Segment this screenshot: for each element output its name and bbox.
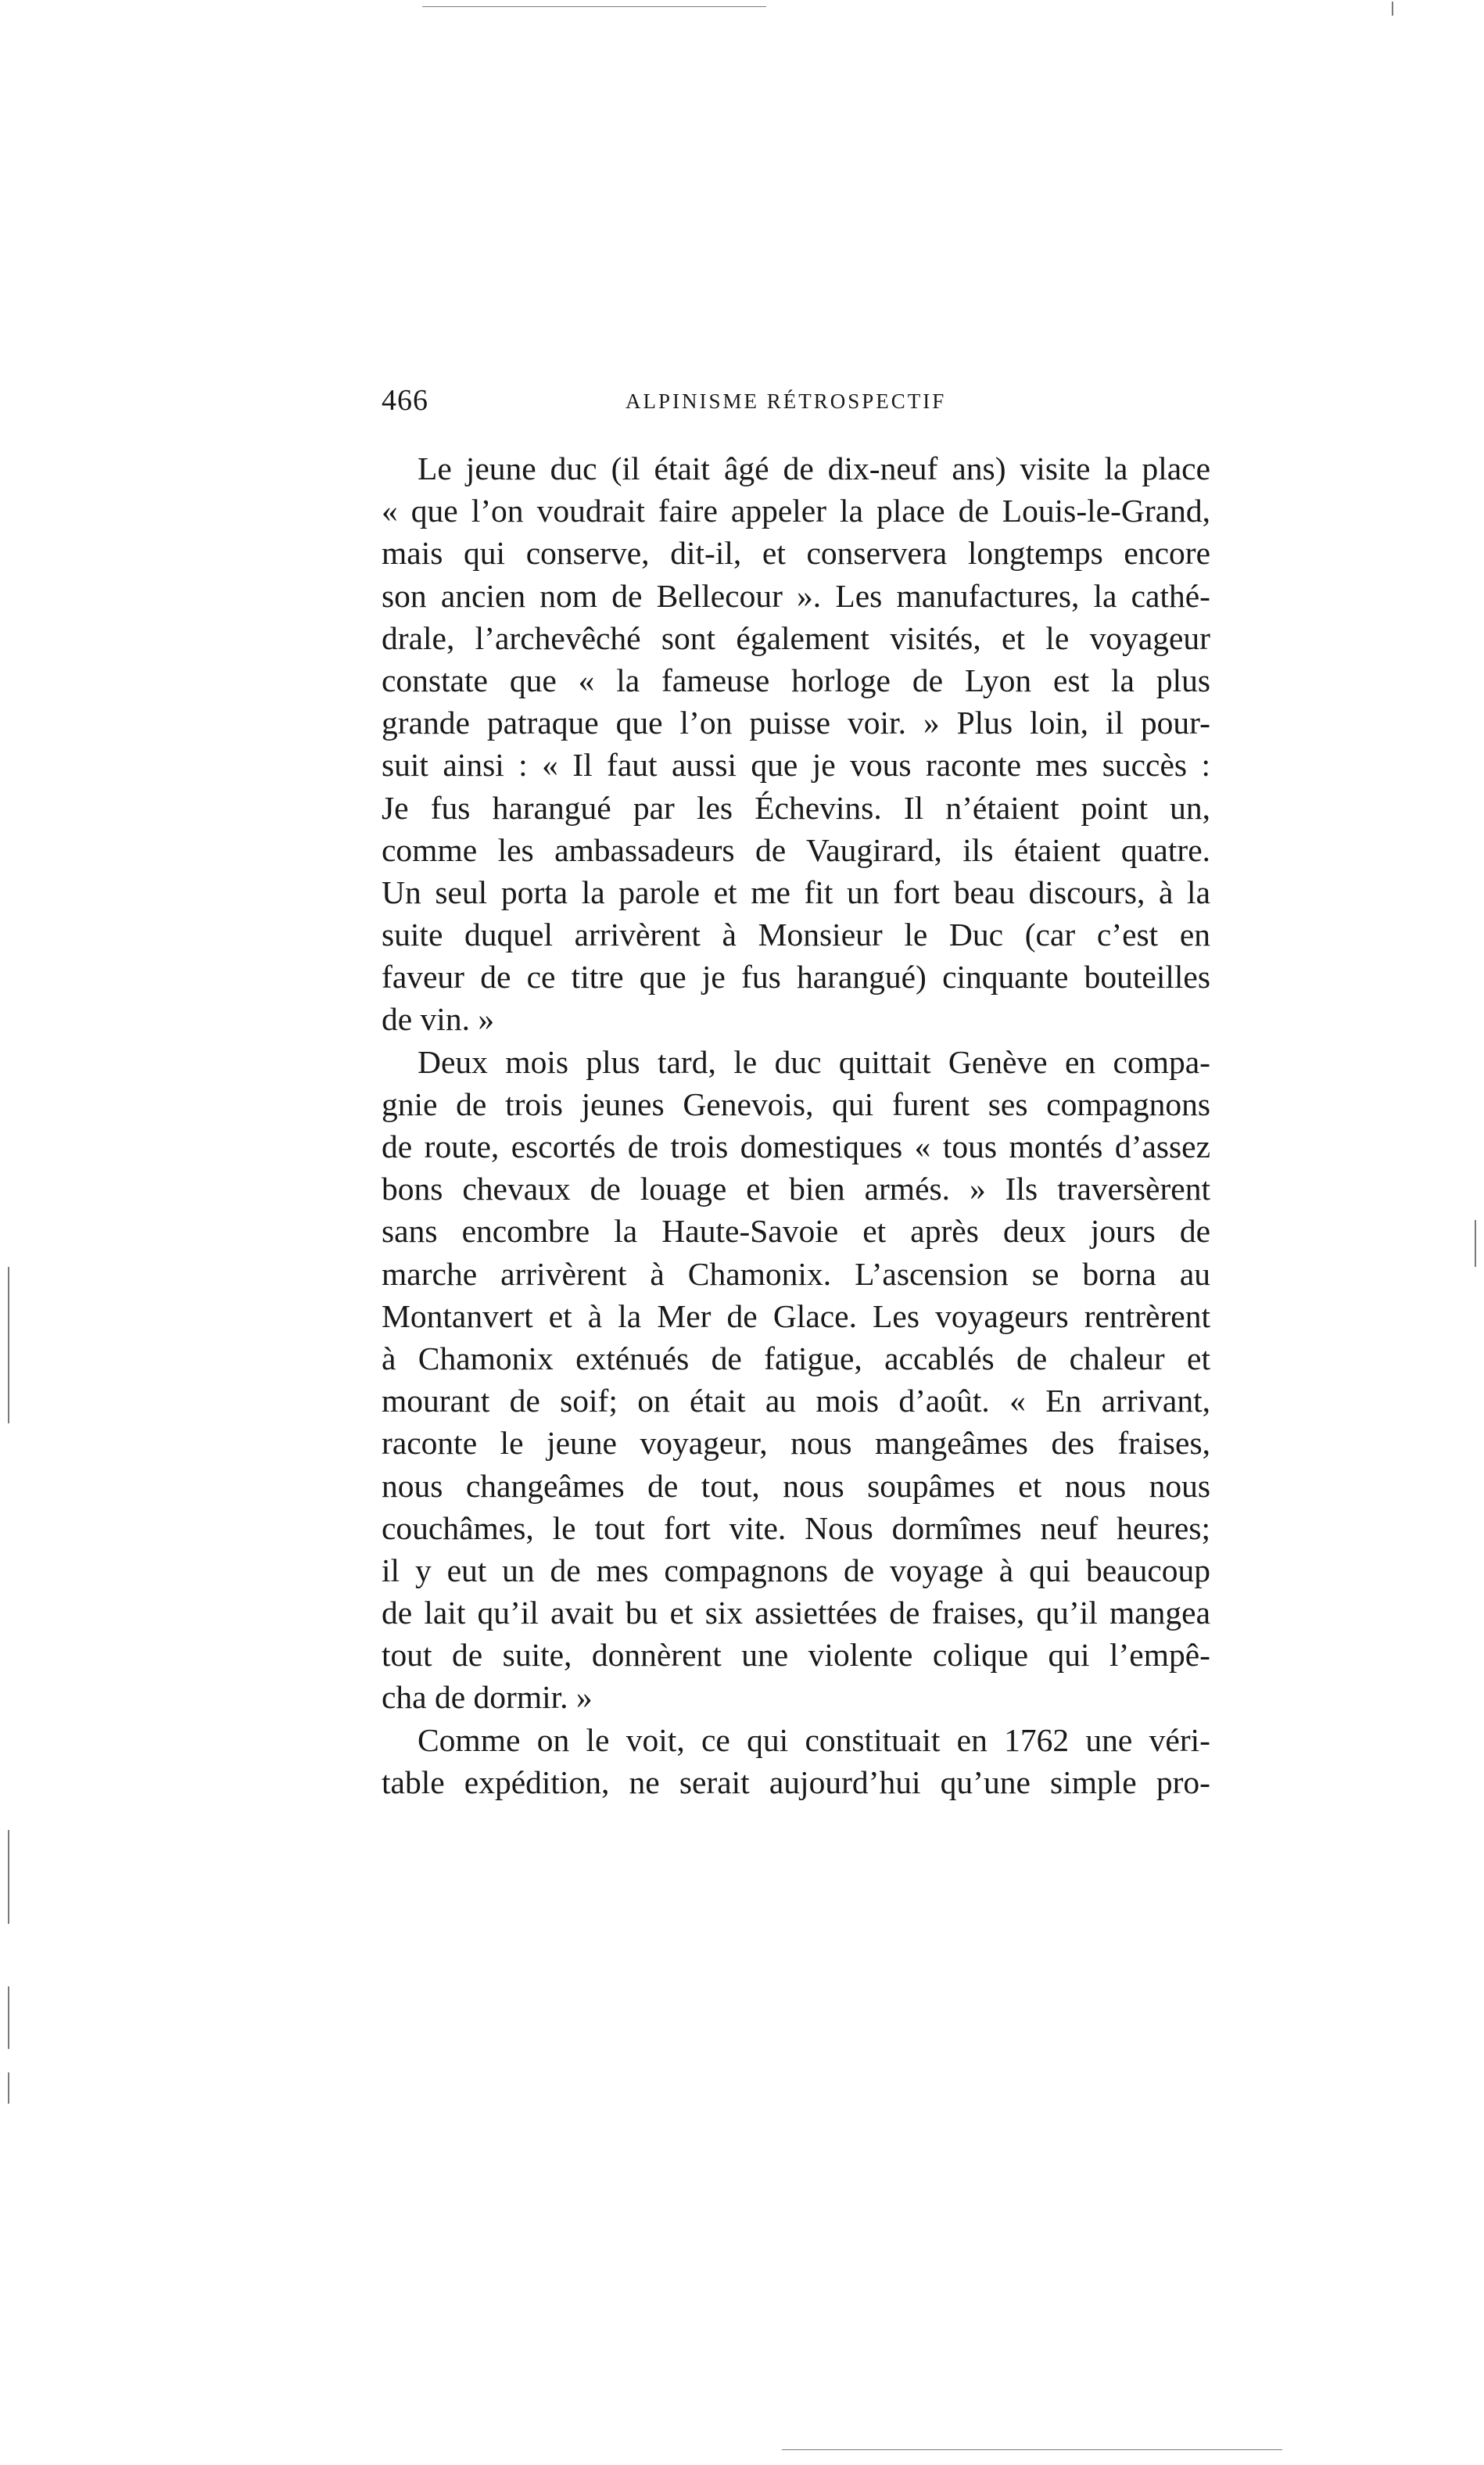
text-line: suit ainsi : « Il faut aussi que je vous raconte mes succès : [382,747,1210,784]
text-line: « que l’on voudrait faire appeler la place de Louis-le-Grand, [382,493,1210,529]
paragraph-2 [382,1041,1210,1719]
page-body [382,447,1210,1803]
scan-artifact-left-3 [8,1986,9,2049]
text-line: de route, escortés de trois domestiques « tous montés d’assez [382,1128,1210,1164]
text-line: grande patraque que l’on puisse voir. » Plus loin, il pour- [382,705,1210,741]
text-line: raconte le jeune voyageur, nous mangeâmes des fraises, [382,1425,1210,1462]
text-line: constate que « la fameuse horloge de Lyon est la plus [382,662,1210,698]
text-line: de lait qu’il avait bu et six assiettées de fraises, qu’il mangea [382,1595,1210,1631]
text-line: nous changeâmes de tout, nous soupâmes et nous nous [382,1467,1210,1504]
scan-artifact-top [422,6,766,7]
text-line: à Chamonix exténués de fatigue, accablés de chaleur et [382,1340,1210,1376]
scan-artifact-left-2 [8,1830,9,1924]
text-line: table expédition, ne serait aujourd’hui qu’une simple pro- [382,1764,1210,1800]
text-line: drale, l’archevêché sont également visités, et le voyageur [382,619,1210,656]
text-line: Comme on le voit, ce qui constituait en 1762 une véri- [418,1721,1210,1758]
paragraph-1 [382,447,1210,1041]
scan-artifact-bottom [782,2449,1282,2450]
text-line: Deux mois plus tard, le duc quittait Genève en compa- [418,1043,1210,1080]
text-line: couchâmes, le tout fort vite. Nous dormîmes neuf heures; [382,1509,1210,1546]
text-line: mourant de soif; on était au mois d’août. « En arrivant, [382,1383,1210,1419]
text-line: suite duquel arrivèrent à Monsieur le Duc (car c’est en [382,917,1210,953]
text-line: bons chevaux de louage et bien armés. » Ils traversèrent [382,1171,1210,1207]
text-line: marche arrivèrent à Chamonix. L’ascension se borna au [382,1255,1210,1292]
text-line: Un seul porta la parole et me fit un fort beau discours, à la [382,874,1210,910]
text-line: de vin. » [382,1001,495,1038]
text-line: mais qui conserve, dit-il, et conservera longtemps encore [382,535,1210,572]
text-line: faveur de ce titre que je fus harangué) cinquante bouteilles [382,959,1210,996]
text-line: il y eut un de mes compagnons de voyage à qui beaucoup [382,1552,1210,1588]
running-title: ALPINISME RÉTROSPECTIF [626,389,947,413]
scan-artifact-left-4 [8,2072,9,2104]
text-line: Le jeune duc (il était âgé de dix-neuf ans) visite la place [418,450,1210,486]
page-number: 466 [382,384,428,417]
text-line: sans encombre la Haute-Savoie et après deux jours de [382,1213,1210,1250]
text-line: comme les ambassadeurs de Vaugirard, ils étaient quatre. [382,831,1210,868]
paragraph-3 [382,1719,1210,1803]
page-header [382,383,1218,422]
text-line: son ancien nom de Bellecour ». Les manufactures, la cathé- [382,577,1210,614]
text-line: Montanvert et à la Mer de Glace. Les voyageurs rentrèrent [382,1297,1210,1334]
text-line: gnie de trois jeunes Genevois, qui furent ses compagnons [382,1085,1210,1122]
text-line: tout de suite, donnèrent une violente colique qui l’empê- [382,1637,1210,1674]
text-line: Je fus harangué par les Échevins. Il n’étaient point un, [382,789,1210,826]
scan-artifact-left-1 [8,1267,9,1423]
scan-artifact-top-right [1392,2,1393,16]
scan-artifact-right [1475,1220,1476,1267]
text-line: cha de dormir. » [382,1679,593,1716]
